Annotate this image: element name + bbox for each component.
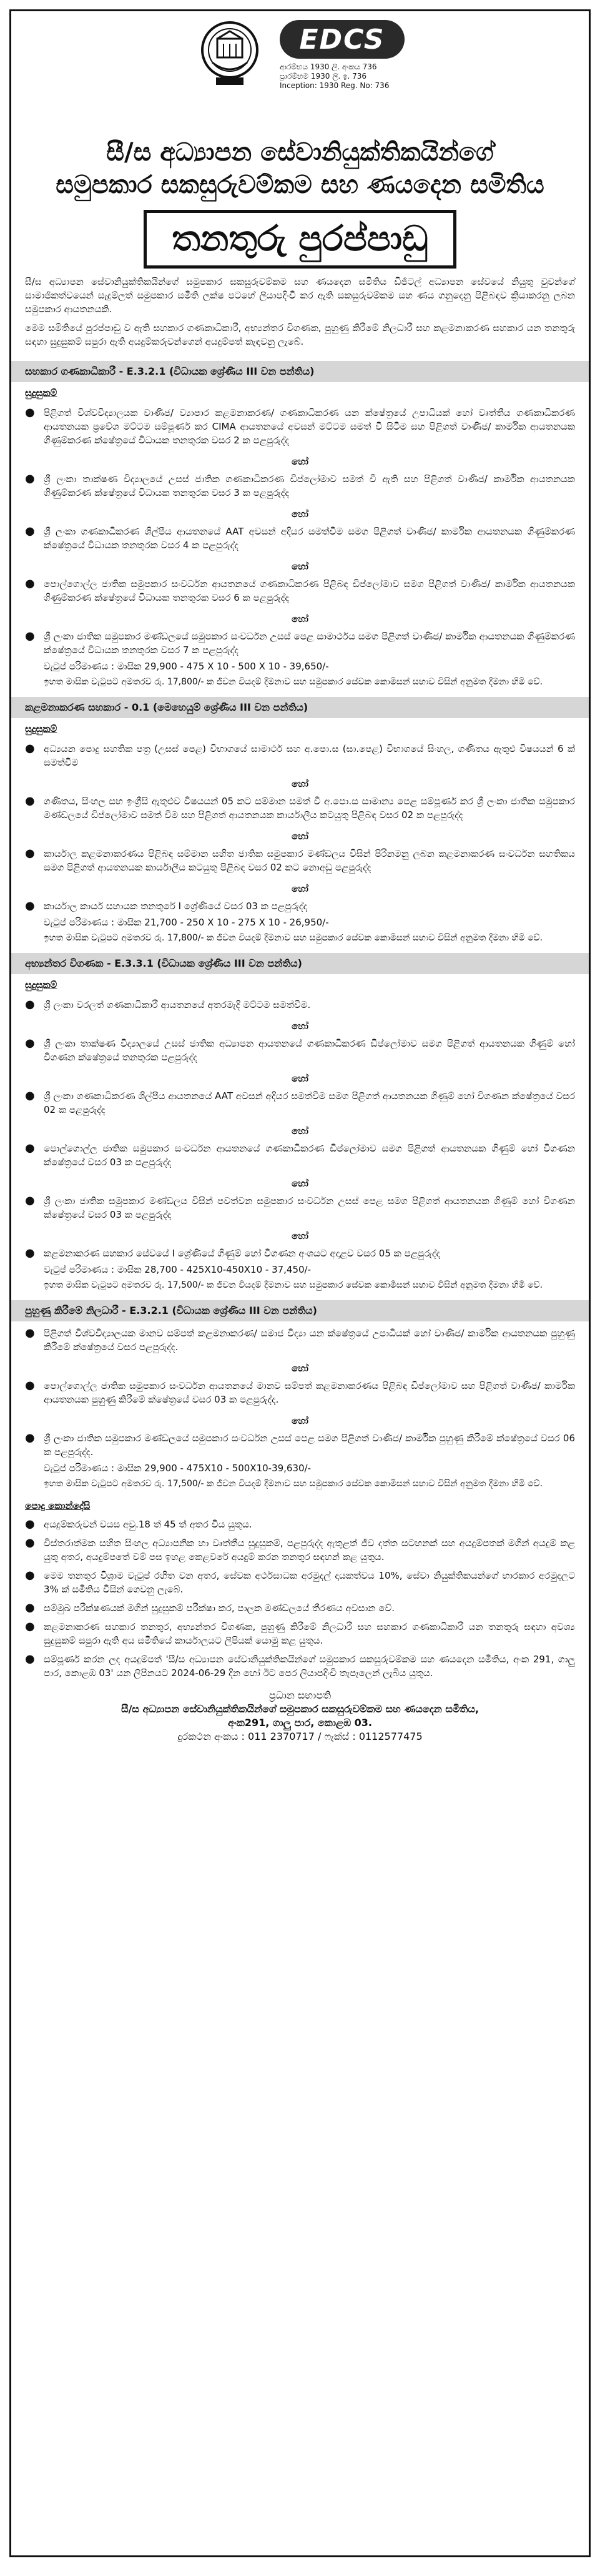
requirement-text: ශ්‍රී ලංකා ජාතික සමුපකාර මණ්ඩලයේ සමුපකාර සංවර්ධන උසස් පෙළ සාමාර්ථය සමග පිළිගත් වාණිජ/ කාර්මික ආයතනයක ගිණුම්කරණ ක්ෂේත්‍රයේ විධායක තනතුරක වසර 7 ක පළපුරුද්ද <box>44 631 575 656</box>
or-separator: හෝ <box>292 1178 308 1189</box>
section-heading: සහකාර ගණකාධිකාරී - E.3.2.1 (විධායක ශ්‍රේණිය III වන පන්තිය) <box>11 361 589 382</box>
requirement-text: පොල්ගොල්ල ජාතික සමුපකාර සංවර්ධන ආයතනයේ මානව සම්පත් කළමනාකරණය පිළිබඳ ඩිප්ලෝමාව සහ පිළිගත් වාණිජ/ කාර්මික ආයතනයක පුහුණු කිරීමේ ක්ෂේත්‍රයේ වසර 03 ක පළපුරුද්ද. <box>44 1380 575 1405</box>
bullet-icon: ● <box>25 742 35 755</box>
society-crest-icon <box>199 19 261 87</box>
requirement-item <box>25 525 575 552</box>
or-separator: හෝ <box>292 1415 308 1426</box>
bullet-icon: ● <box>25 1652 35 1666</box>
requirement-item <box>25 1246 575 1260</box>
requirement-text: ශ්‍රී ලංකා වරලත් ගණකාධිකාරී ආයතනයේ අතරමැදි මට්ටම සමත්වීම. <box>44 999 311 1010</box>
bullet-icon: ● <box>25 406 35 419</box>
bullet-icon: ● <box>25 577 35 590</box>
edcs-logo <box>280 20 417 91</box>
bullet-icon: ● <box>25 1601 35 1614</box>
edcs-logo-text: EDCS <box>280 20 405 59</box>
society-address: අංක291, ගාලු පාර, කොළඹ 03. <box>228 1717 372 1729</box>
requirement-item <box>25 1142 575 1169</box>
or-separator: හෝ <box>292 883 308 894</box>
condition-text: කළමනාකරණ සහකාර තනතුර, අභ්‍යන්තර විගණක, පුහුණු කිරීමේ නිලධාරී සහ සහකාර ගණකාධිකාරී යන තනතුරු සඳහා අවශ්‍ය සුදුසුකම් සපුරා ඇති අය සමිතියේ කාර්යාලයට ලිපියක් යොමු කළ යුතුය. <box>44 1621 575 1646</box>
vacancy-section <box>11 1300 589 1494</box>
bullet-icon: ● <box>25 1089 35 1102</box>
bullet-icon: ● <box>25 472 35 485</box>
or-separator: හෝ <box>292 1073 308 1084</box>
section-heading: පුහුණු කිරීමේ නිලධාරී - E.3.2.1 (විධායක ශ්‍රේණිය III වන පන්තිය) <box>11 1300 589 1321</box>
bullet-icon: ● <box>25 1379 35 1392</box>
requirement-item <box>25 472 575 500</box>
requirement-item <box>25 1089 575 1117</box>
vacancy-title: තනතුරු පුරප්පාඩු <box>144 210 456 269</box>
bullet-icon: ● <box>25 1246 35 1260</box>
allowance-note: ඉහත මාසික වැටුපට අමතරව රු. 17,800/- ක ජීවන වියදම් දීමනාව සහ සමුපකාර සේවක කොමිසන් සභාව විසින් අනුමත දීමනා හිමි වේ. <box>44 677 543 687</box>
general-conditions-heading: පොදු කොන්දේසි <box>25 1500 91 1511</box>
requirement-text: ශ්‍රී ලංකා තාක්ෂණ විද්‍යාලයේ උසස් ජාතික ගණකාධිකරණ ඩිප්ලෝමාව සමත් වී ඇති සහ පිළිගත් වාණිජ/ කාර්මික ආයතනයක ගිණුම්කරණ ක්ෂේත්‍රයේ විධායක තනතුරක වසර 3 ක පළපුරුද්ද <box>44 473 575 498</box>
requirement-text: කාර්යාල කළමනාකරණය පිළිබඳ සම්මාන සහිත ජාතික සමුපකාර මණ්ඩලය විසින් පිරිනමනු ලබන කළමනාකරණ සංවර්ධන සහතිකය සමග පිළිගත් ආයතනයක කාර්යාලීය කටයුතු පිළිබඳ වසර 02 කට නොඅඩු පළපුරුද්ද <box>44 848 575 873</box>
requirement-item <box>25 742 575 769</box>
requirement-item <box>25 577 575 605</box>
registration-info <box>280 62 417 91</box>
requirement-item <box>25 1379 575 1406</box>
bullet-icon: ● <box>25 629 35 643</box>
registration-line: ආරම්භය 1930 ලි. අංකය 736 <box>280 62 377 71</box>
or-separator: හෝ <box>292 508 308 520</box>
qualifications-label: සුදුසුකම් <box>25 387 57 398</box>
requirement-text: ශ්‍රී ලංකා ගණකාධිකරණ ශිල්පීය ආයතනයේ AAT අවසන් අදියර සමත්වීම සමග පිළිගත් ආයතනයක ගිණුම් හෝ විගණන ක්ෂේත්‍රයේ වසර 02 ක පළපුරුද්ද <box>44 1090 575 1115</box>
salary-scale: වැටුප් පරිමාණය : මාසික 29,900 - 475 X 10 - 500 X 10 - 39,650/- <box>44 661 329 672</box>
condition-text: අයදුම්කරුවන් වයස අවු.18 ත් 45 ත් අතර විය යුතුය. <box>44 1519 252 1530</box>
intro-paragraph: සී/ස අධ්‍යාපන සේවානියුක්තිකයින්ගේ සමුපකාර සකසුරුවම්කම සහ ණයදෙන සමිතිය ඩිජිටල් අධ්‍යාපන සේවයේ නියුතු වුවන්ගේ සාමාජිකත්වයෙන් සැදුම්ලත් සමුපකාර සමිති ලක්ෂ පටහේ ලියාපදිංචි කර ඇති සකසුරුවම්කම සහ ණය ගනුදෙනු පිළිබඳව ක්‍රියාකරනු ලබන සමුපකාර ආයතනයකි. <box>25 276 575 315</box>
salary-scale: වැටුප් පරිමාණය : මාසික 28,700 - 425X10-450X10 - 37,450/- <box>44 1264 312 1275</box>
or-separator: හෝ <box>292 1230 308 1241</box>
requirement-text: පිළිගත් විශ්වවිද්‍යාලයක මානව සම්පත් කළමනාකරණ/ සමාජ විද්‍යා යන ක්ෂේත්‍රයේ උපාධියක් හෝ වාණිජ/ කාර්මික ආයතනයක පුහුණු කිරීමේ ක්ෂේත්‍රයේ වසර පළපුරුද්ද. <box>44 1328 575 1353</box>
qualifications-label: සුදුසුකම් <box>25 723 57 734</box>
bullet-icon: ● <box>25 1569 35 1582</box>
vacancy-section <box>11 697 589 948</box>
requirement-text: ශ්‍රී ලංකා ජාතික සමුපකාර මණ්ඩලයේ සමුපකාර සංවර්ධන උසස් පෙළ සමග පිළිගත් වාණිජ/ කාර්මික පුහුණු කිරීමේ ක්ෂේත්‍රයේ වසර 06 ක පළපුරුද්ද. <box>44 1433 575 1458</box>
allowance-note: ඉහත මාසික වැටුපට අමතරව රු. 17,500/- ක ජීවන වියදම් දීමනාව සහ සමුපකාර සේවක කොමිසන් සභාව විසින් අනුමත දීමනා හිමි වේ. <box>44 1280 543 1290</box>
or-separator: හෝ <box>292 778 308 789</box>
bullet-icon: ● <box>25 1620 35 1633</box>
requirement-item <box>25 899 575 913</box>
bullet-icon: ● <box>25 1431 35 1444</box>
registration-line: Inception: 1930 Reg. No: 736 <box>280 81 390 90</box>
bullet-icon: ● <box>25 1142 35 1155</box>
general-conditions <box>11 1494 589 1680</box>
condition-item <box>25 1652 575 1680</box>
bullet-icon: ● <box>25 525 35 538</box>
footer <box>11 1689 589 1744</box>
title-line-1: සී/ස අධ්‍යාපන සේවානියුක්තිකයින්ගේ <box>106 138 494 167</box>
section-heading: කළමනාකරණ සහකාර - 0.1 (මෙහෙයුම් ශ්‍රේණිය III වන පන්තිය) <box>11 697 589 718</box>
allowance-note: ඉහත මාසික වැටුපට අමතරව රු. 17,800/- ක ජීවන වියදම් දීමනාව සහ සමුපකාර සේවක කොමිසන් සභාව විසින් අනුමත දීමනා හිමි වේ. <box>44 933 543 943</box>
bullet-icon: ● <box>25 998 35 1011</box>
society-name: සී/ස අධ්‍යාපන සේවානියුක්තිකයින්ගේ සමුපකාර සකසුරුවම්කම සහ ණයදෙන සමිතිය, <box>121 1703 479 1715</box>
requirement-item <box>25 794 575 822</box>
requirement-text: පොල්ගොල්ල ජාතික සමුපකාර සංවර්ධන ආයතනයේ ගණකාධිකරණ ඩිප්ලෝමාව සමග පිළිගත් ආයතනයක ගිණුම් හෝ විගණන ක්ෂේත්‍රයේ වසර 03 ක පළපුරුද්ද <box>44 1143 575 1168</box>
condition-item <box>25 1536 575 1564</box>
requirement-item <box>25 847 575 874</box>
condition-item <box>25 1620 575 1647</box>
bullet-icon: ● <box>25 899 35 912</box>
condition-item <box>25 1569 575 1596</box>
condition-item <box>25 1601 575 1615</box>
registration-line: ප්‍රාරම්භම 1930 ලි. ඉ. 736 <box>280 72 367 81</box>
title-line-2: සමුපකාර සකසුරුවම්කම සහ ණයදෙන සමිතිය <box>56 170 544 199</box>
requirement-text: කාර්යාල කාර්ය සහායක තනතුරේ I ශ්‍රේණියේ වසර 03 ක පළපුරුද්ද <box>44 901 308 912</box>
or-separator: හෝ <box>292 1020 308 1032</box>
requirement-text: කළමනාකරණ සහකාර සේවයේ I ශ්‍රේණියේ ගිණුම් හෝ විගණන අංශයට අදාළව වසර 05 ක පළපුරුද්ද <box>44 1248 441 1259</box>
or-separator: හෝ <box>292 456 308 467</box>
allowance-note: ඉහත මාසික වැටුපට අමතරව රු. 17,500/- ක ජීවන වියදම් දීමනාව සහ සමුපකාර සේවක කොමිසන් සභාව විසින් අනුමත දීමනා හිමි වේ. <box>44 1479 543 1489</box>
requirement-item <box>25 1431 575 1459</box>
condition-text: විස්තරාත්මක සහිත සිංහල අධ්‍යාපනික හා වෘත්තීය සුදුසුකම්, පළපුරුද්ද ඇතුළත් ජීව දත්ත සටහනක් සහ අයදුම්පතක් මගින් අයදුම් කළ යුතු අතර, අයදුම්පතේ වම් පස ඉහළ කෙළවරේ අයදුම් කරන තනතුර සඳහන් කළ යුතුය. <box>44 1537 575 1562</box>
requirement-item <box>25 998 575 1012</box>
bullet-icon: ● <box>25 1536 35 1549</box>
bullet-icon: ● <box>25 1326 35 1340</box>
bullet-icon: ● <box>25 1517 35 1531</box>
requirement-text: පිළිගත් විශ්වවිද්‍යාලයක වාණිජ/ ව්‍යාපාර කළමනාකරණ/ ගණකාධිකරණ යන ක්ෂේත්‍රයේ උපාධියක් හෝ වෘත්තීය ගණකාධිකරණ ආයතනයක ප්‍රවේශ මට්ටම සම්පූර්ණ කර CIMA ආයතනයේ අවසන් මට්ටම සමත් වී සිටීම සහ පිළිගත් වාණිජ/ කාර්මික ආයතනයක ගිණුම්කරණ ක්ෂේත්‍රයේ විධායක තනතුරක වසර 2 ක පළපුරුද්ද <box>44 407 575 446</box>
requirement-text: ශ්‍රී ලංකා ගණකාධිකරණ ශිල්පීය ආයතනයේ AAT අවසන් අදියර සමත්වීම සමග පිළිගත් වාණිජ/ කාර්මික ආයතනයක ගිණුම්කරණ ක්ෂේත්‍රයේ විධායක තනතුරක වසර 4 ක පළපුරුද්ද <box>44 526 575 551</box>
condition-text: සම්පූර්ණ කරන ලද අයදුම්පත් 'සී/ස අධ්‍යාපන සේවානියුක්තිකයින්ගේ සමුපකාර සකසුරුවම්කම සහ ණයදෙන සමිතිය, අංක 291, ගාලු පාර, කොළඹ 03' යන ලිපිනයට 2024-06-29 දින හෝ ඊට පෙර ලියාපදිංචි තැපෑලෙන් ලැබිය යුතුය. <box>44 1654 575 1679</box>
requirement-text: ගණිතය, සිංහල සහ ඉංග්‍රීසි ඇතුළුව විෂයයන් 05 කට සම්මාන සමත් වී අ.පො.ස සාමාන්‍ය පෙළ සම්පූර්ණ කර ශ්‍රී ලංකා ජාතික සමුපකාර මණ්ඩලයේ ඩිප්ලෝමාව සමත් වීම සහ පිළිගත් ආයතනයක කාර්යාලීය කටයුතු පිළිබඳ වසර 02 ක පළපුරුද්ද <box>44 796 575 821</box>
salary-scale: වැටුප් පරිමාණය : මාසික 21,700 - 250 X 10 - 275 X 10 - 26,950/- <box>44 917 329 928</box>
vacancy-section <box>11 953 589 1295</box>
or-separator: හෝ <box>292 831 308 842</box>
contact-numbers: දුරකථන අංකය : 011 2370717 / ෆැක්ස් : 0112577475 <box>177 1730 423 1742</box>
or-separator: හෝ <box>292 1125 308 1137</box>
requirement-item <box>25 629 575 657</box>
intro-paragraph: මෙම සමිතියේ පුරප්පාඩු ව ඇති සහකාර ගණකාධිකාරී, අභ්‍යන්තර විගණක, පුහුණු කිරීමේ නිලධාරී සහ කළමනාකරණ සහකාර යන තනතුරු සඳහා සුදුසුකම් සපුරා ඇති අයදුම්කරුවන්ගෙන් අයදුම්පත් කැඳවනු ලැබේ. <box>25 322 575 347</box>
bullet-icon: ● <box>25 847 35 860</box>
or-separator: හෝ <box>292 1363 308 1374</box>
vacancy-section <box>11 361 589 692</box>
bullet-icon: ● <box>25 794 35 807</box>
qualifications-label: සුදුසුකම් <box>25 979 57 990</box>
condition-text: මෙම තනතුර විශ්‍රාම වැටුප් රහිත වන අතර, සේවක අර්ථසාධක අරමුදල් දායකත්වය 10%, සේවා නියුක්තිකයන්ගේ භාරකාර අරමුදලට 3% ක් සමිතිය විසින් ගෙවනු ලැබේ. <box>44 1570 575 1595</box>
requirement-item <box>25 1326 575 1354</box>
bullet-icon: ● <box>25 1194 35 1207</box>
requirement-text: අධ්‍යයන පොදු සහතික පත්‍ර (උසස් පෙළ) විභාගයේ සාමාර්ථ සහ අ.පො.ස (සා.පෙළ) විභාගයේ සිංහල, ගණිතය ඇතුළු විෂයයන් 6 ක් සමත්වීම <box>44 743 575 768</box>
section-heading: අභ්‍යන්තර විගණක - E.3.3.1 (විධායක ශ්‍රේණිය III වන පන්තිය) <box>11 953 589 974</box>
intro <box>11 269 589 356</box>
requirement-text: පොල්ගොල්ල ජාතික සමුපකාර සංවර්ධන ආයතනයේ ගණකාධිකරණ පිළිබඳ ඩිප්ලෝමාව සමග පිළිගත් වාණිජ/ කාර්මික ආයතනයක ගිණුම්කරණ ක්ෂේත්‍රයේ විධායක තනතුරක වසර 6 ක පළපුරුද්ද <box>44 578 575 603</box>
requirement-text: ශ්‍රී ලංකා තාක්ෂණ විද්‍යාලයේ උසස් ජාතික අධ්‍යාපන ආයතනයේ ගණකාධිකරණ ඩිප්ලෝමාව සමග පිළිගත් ආයතනයක ගිණුම් හෝ විගණන ක්ෂේත්‍රයේ තනතුරක පළපුරුද්ද <box>44 1038 575 1063</box>
advertisement-page <box>9 9 591 2557</box>
requirement-item <box>25 1194 575 1221</box>
header <box>11 11 589 136</box>
salary-scale: වැටුප් පරිමාණය : මාසික 29,900 - 475X10 - 500X10-39,630/- <box>44 1463 312 1474</box>
bullet-icon: ● <box>25 1037 35 1050</box>
condition-item <box>25 1517 575 1531</box>
requirement-text: ශ්‍රී ලංකා ජාතික සමුපකාර මණ්ඩලය විසින් පවත්වන සමුපකාර සංවර්ධන උසස් පෙළ සමග පිළිගත් ආයතනයක ගිණුම් හෝ විගණන ක්ෂේත්‍රයේ වසර 03 ක පළපුරුද්ද <box>44 1195 575 1220</box>
condition-text: සම්මුඛ පරීක්ෂණයක් මගින් සුදුසුකම් පරීක්ෂා කර, පාලක මණ්ඩලයේ තීරණය අවසාන වේ. <box>44 1602 395 1614</box>
requirement-item <box>25 1037 575 1064</box>
signatory-title: ප්‍රධාන සභාපති <box>268 1689 332 1701</box>
or-separator: හෝ <box>292 561 308 572</box>
requirement-item <box>25 406 575 447</box>
or-separator: හෝ <box>292 613 308 624</box>
